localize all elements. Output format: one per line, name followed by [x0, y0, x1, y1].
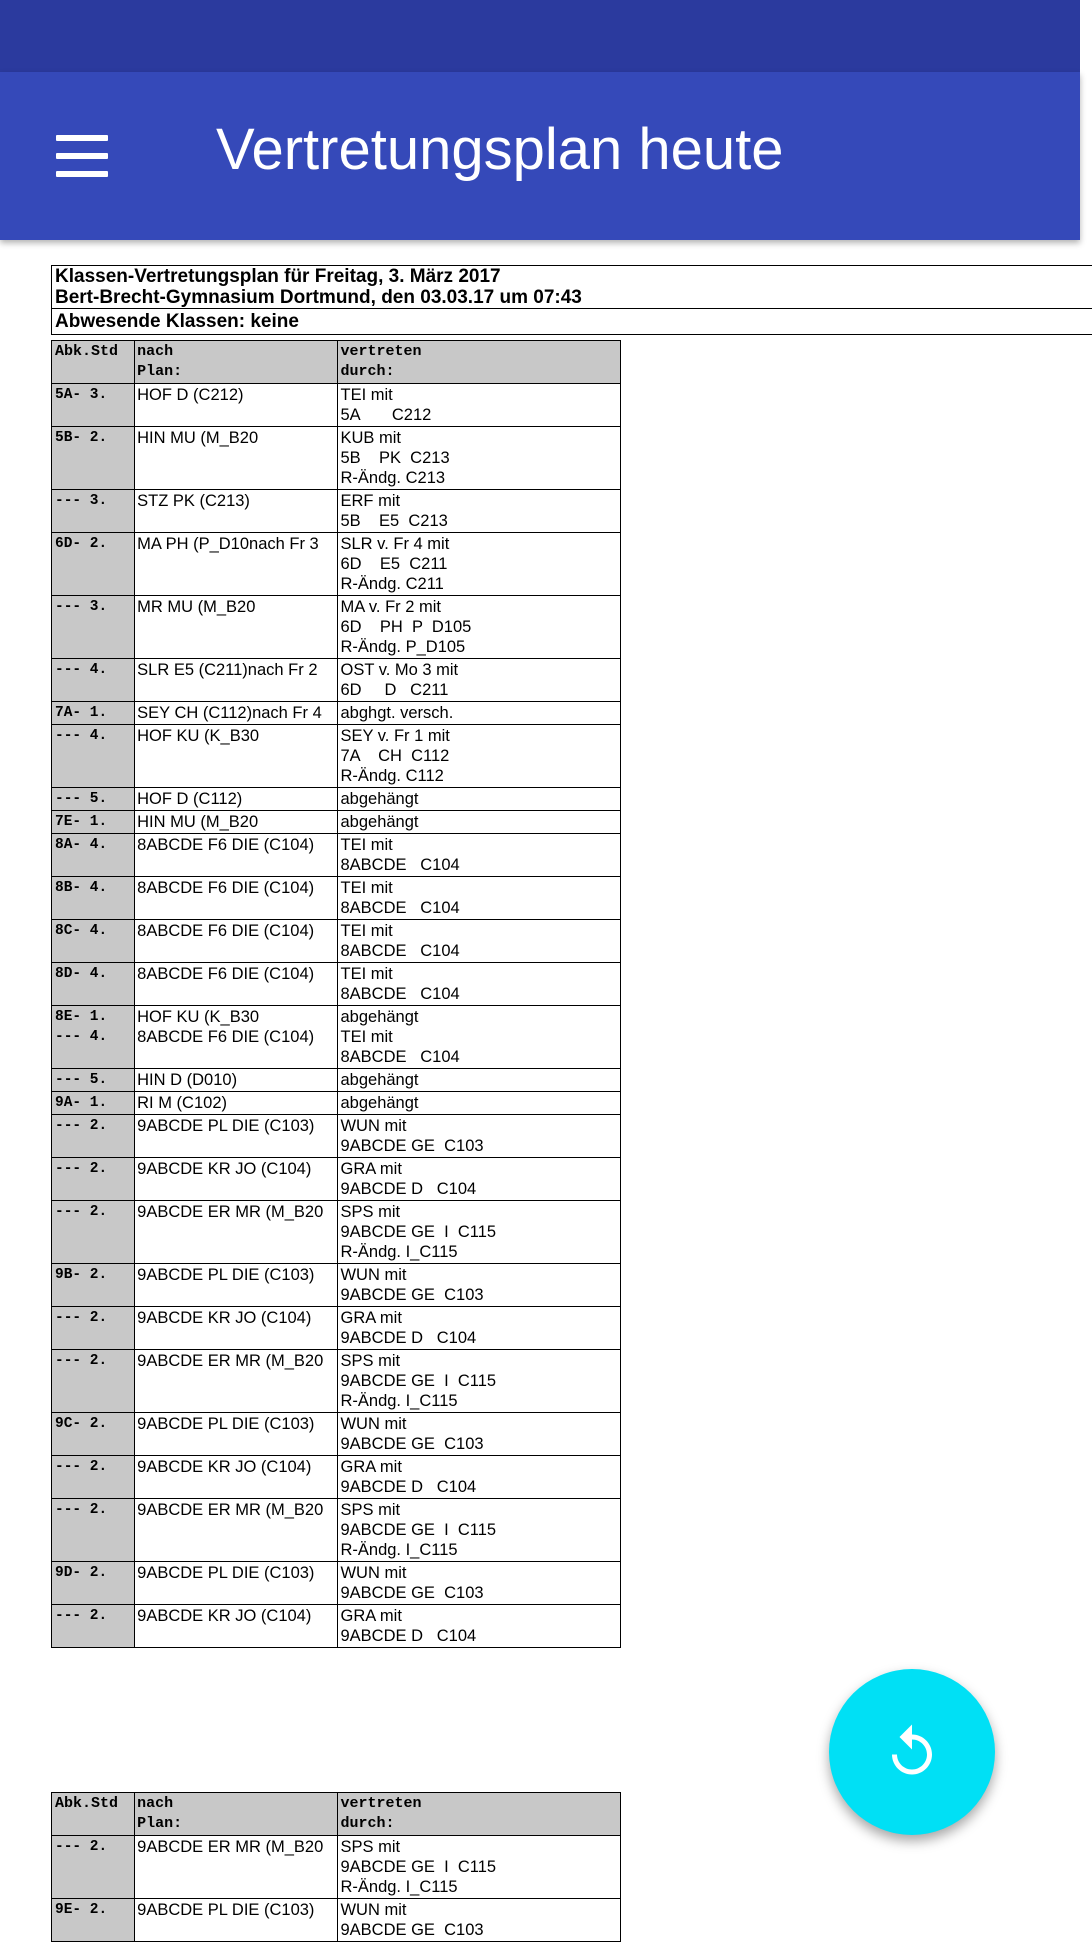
cell-line: 9C- 2. — [55, 1416, 108, 1432]
table-row — [52, 1307, 621, 1350]
cell-line: HIN D (D010) — [137, 1071, 238, 1089]
cell-class-hour — [52, 1201, 135, 1264]
cell-plan — [135, 1158, 338, 1201]
table-row — [52, 1092, 621, 1115]
table-row — [52, 1562, 621, 1605]
cell-substitution — [338, 1836, 621, 1899]
cell-class-hour — [52, 920, 135, 963]
cell-class-hour — [52, 1413, 135, 1456]
cell-line: TEI mit — [340, 836, 393, 854]
cell-line: R-Ändg. P_D105 — [340, 638, 466, 656]
cell-class-hour — [52, 811, 135, 834]
cell-class-hour — [52, 533, 135, 596]
table-row — [52, 384, 621, 427]
cell-line: --- 3. — [55, 599, 108, 615]
cell-line: durch: — [340, 1815, 395, 1832]
cell-class-hour — [52, 1158, 135, 1201]
cell-line: TEI mit — [340, 879, 393, 897]
cell-class-hour — [52, 1006, 135, 1069]
table-row — [52, 834, 621, 877]
cell-substitution — [338, 1899, 621, 1942]
cell-line: 9ABCDE D C104 — [340, 1627, 477, 1645]
cell-line: 9ABCDE PL DIE (C103) — [137, 1266, 315, 1284]
cell-plan — [135, 341, 338, 384]
cell-substitution — [338, 963, 621, 1006]
cell-line: GRA mit — [340, 1160, 402, 1178]
cell-class-hour — [52, 1456, 135, 1499]
cell-class-hour — [52, 1562, 135, 1605]
cell-line: 9ABCDE KR JO (C104) — [137, 1309, 312, 1327]
cell-line: 6D- 2. — [55, 536, 108, 552]
cell-substitution — [338, 877, 621, 920]
cell-line: 8ABCDE C104 — [340, 1048, 460, 1066]
cell-line: 9ABCDE PL DIE (C103) — [137, 1901, 315, 1919]
menu-line — [56, 135, 108, 141]
cell-class-hour — [52, 1499, 135, 1562]
table-row — [52, 920, 621, 963]
cell-line: vertreten — [340, 343, 422, 360]
cell-plan — [135, 1793, 338, 1836]
absent-classes: Abwesende Klassen: keine — [52, 308, 1092, 334]
cell-line: 9ABCDE GE I C115 — [340, 1372, 497, 1390]
cell-substitution — [338, 834, 621, 877]
cell-line: 9B- 2. — [55, 1267, 108, 1283]
cell-plan — [135, 1413, 338, 1456]
cell-plan — [135, 384, 338, 427]
cell-line: 9ABCDE GE I C115 — [340, 1521, 497, 1539]
cell-line: 8ABCDE F6 DIE (C104) — [137, 965, 315, 983]
cell-line: 9ABCDE ER MR (M_B20 — [137, 1501, 324, 1519]
cell-line: --- 2. — [55, 1502, 108, 1518]
cell-line: 9ABCDE GE I C115 — [340, 1223, 497, 1241]
cell-line: 5B- 2. — [55, 430, 108, 446]
cell-substitution — [338, 1115, 621, 1158]
cell-plan — [135, 1836, 338, 1899]
cell-class-hour — [52, 1899, 135, 1942]
table-row — [52, 1115, 621, 1158]
substitution-table-continued — [51, 1792, 621, 1942]
cell-substitution — [338, 1158, 621, 1201]
cell-class-hour — [52, 877, 135, 920]
cell-line: KUB mit — [340, 429, 401, 447]
table-row — [52, 1069, 621, 1092]
cell-line: --- 4. — [55, 1029, 108, 1045]
cell-line: HOF D (C112) — [137, 790, 243, 808]
cell-plan — [135, 1092, 338, 1115]
cell-plan — [135, 834, 338, 877]
cell-line: 8ABCDE C104 — [340, 899, 460, 917]
cell-substitution — [338, 1092, 621, 1115]
table-row — [52, 1006, 621, 1069]
table-row — [52, 963, 621, 1006]
table-row — [52, 596, 621, 659]
cell-line: TEI mit — [340, 922, 393, 940]
cell-line: WUN mit — [340, 1901, 407, 1919]
hamburger-menu-icon[interactable] — [52, 127, 112, 187]
cell-plan — [135, 659, 338, 702]
cell-line: durch: — [340, 363, 395, 380]
cell-line: TEI mit — [340, 1028, 393, 1046]
cell-class-hour — [52, 1264, 135, 1307]
cell-class-hour — [52, 341, 135, 384]
table-row — [52, 877, 621, 920]
cell-line: GRA mit — [340, 1458, 402, 1476]
cell-line: 9ABCDE ER MR (M_B20 — [137, 1352, 324, 1370]
cell-line: SLR E5 (C211)nach Fr 2 — [137, 661, 318, 679]
menu-line — [56, 153, 108, 159]
cell-substitution — [338, 384, 621, 427]
cell-plan — [135, 427, 338, 490]
cell-class-hour — [52, 490, 135, 533]
cell-line: 9ABCDE KR JO (C104) — [137, 1458, 312, 1476]
table-row — [52, 788, 621, 811]
cell-line: SEY CH (C112)nach Fr 4 — [137, 704, 322, 722]
cell-substitution — [338, 1456, 621, 1499]
cell-line: R-Ändg. I_C115 — [340, 1878, 458, 1896]
refresh-icon — [882, 1722, 942, 1782]
cell-plan — [135, 1069, 338, 1092]
cell-line: nach — [137, 1795, 174, 1812]
cell-line: OST v. Mo 3 mit — [340, 661, 459, 679]
cell-line: 7A CH C112 — [340, 747, 450, 765]
cell-substitution — [338, 1605, 621, 1648]
table-row — [52, 1605, 621, 1648]
cell-line: 9ABCDE D C104 — [340, 1329, 477, 1347]
cell-plan — [135, 1499, 338, 1562]
cell-line: HOF KU (K_B30 — [137, 1008, 260, 1026]
cell-line: 9ABCDE KR JO (C104) — [137, 1607, 312, 1625]
cell-substitution — [338, 788, 621, 811]
cell-line: MA v. Fr 2 mit — [340, 598, 442, 616]
cell-line: nach — [137, 343, 174, 360]
cell-plan — [135, 1201, 338, 1264]
cell-substitution — [338, 1307, 621, 1350]
cell-line: abghgt. versch. — [340, 704, 454, 722]
cell-plan — [135, 702, 338, 725]
cell-substitution — [338, 702, 621, 725]
cell-line: 9ABCDE PL DIE (C103) — [137, 1117, 315, 1135]
cell-line: 9ABCDE GE I C115 — [340, 1858, 497, 1876]
cell-line: R-Ändg. C211 — [340, 575, 444, 593]
cell-line: 8ABCDE C104 — [340, 856, 460, 874]
cell-class-hour — [52, 1836, 135, 1899]
cell-class-hour — [52, 702, 135, 725]
cell-substitution — [338, 341, 621, 384]
table-row — [52, 702, 621, 725]
cell-line: SLR v. Fr 4 mit — [340, 535, 450, 553]
plan-document[interactable] — [0, 240, 1080, 1939]
cell-line: --- 5. — [55, 791, 108, 807]
cell-line: 5A C212 — [340, 406, 432, 424]
cell-substitution — [338, 533, 621, 596]
cell-line: 9ABCDE GE C103 — [340, 1584, 484, 1602]
cell-line: 9ABCDE GE C103 — [340, 1921, 484, 1939]
cell-class-hour — [52, 834, 135, 877]
cell-plan — [135, 533, 338, 596]
app-bar — [0, 72, 1080, 240]
cell-line: HIN MU (M_B20 — [137, 429, 259, 447]
cell-substitution — [338, 1562, 621, 1605]
cell-class-hour — [52, 1115, 135, 1158]
cell-line: R-Ändg. I_C115 — [340, 1392, 458, 1410]
cell-line: 6D D C211 — [340, 681, 449, 699]
table-row — [52, 1264, 621, 1307]
cell-plan — [135, 1899, 338, 1942]
cell-line: 8B- 4. — [55, 880, 108, 896]
cell-line: STZ PK (C213) — [137, 492, 250, 510]
cell-plan — [135, 1605, 338, 1648]
cell-line: --- 4. — [55, 728, 108, 744]
cell-class-hour — [52, 1605, 135, 1648]
cell-line: --- 2. — [55, 1839, 108, 1855]
cell-line: RI M (C102) — [137, 1094, 227, 1112]
cell-line: TEI mit — [340, 386, 393, 404]
page-title: Vertretungsplan heute — [216, 117, 784, 182]
cell-plan — [135, 963, 338, 1006]
cell-plan — [135, 596, 338, 659]
cell-line: 8ABCDE F6 DIE (C104) — [137, 836, 315, 854]
cell-line: 8ABCDE F6 DIE (C104) — [137, 879, 315, 897]
cell-line: Plan: — [137, 363, 183, 380]
cell-line: 9ABCDE D C104 — [340, 1478, 477, 1496]
cell-line: 9A- 1. — [55, 1095, 108, 1111]
cell-line: WUN mit — [340, 1117, 407, 1135]
cell-line: 8ABCDE C104 — [340, 942, 460, 960]
cell-line: Abk.Std — [55, 1795, 119, 1812]
cell-class-hour — [52, 1793, 135, 1836]
cell-line: Plan: — [137, 1815, 183, 1832]
table-row — [52, 659, 621, 702]
cell-line: R-Ändg. I_C115 — [340, 1243, 458, 1261]
cell-class-hour — [52, 1069, 135, 1092]
table-row — [52, 1201, 621, 1264]
cell-substitution — [338, 1201, 621, 1264]
cell-line: GRA mit — [340, 1607, 402, 1625]
cell-line: WUN mit — [340, 1266, 407, 1284]
table-header-row — [52, 341, 621, 384]
cell-class-hour — [52, 596, 135, 659]
cell-plan — [135, 1456, 338, 1499]
table-header-row — [52, 1793, 621, 1836]
table-row — [52, 1350, 621, 1413]
cell-plan — [135, 1307, 338, 1350]
cell-line: 8ABCDE F6 DIE (C104) — [137, 1028, 315, 1046]
cell-line: 8D- 4. — [55, 966, 108, 982]
cell-line: 9ABCDE GE C103 — [340, 1435, 484, 1453]
cell-class-hour — [52, 384, 135, 427]
cell-class-hour — [52, 1307, 135, 1350]
cell-line: vertreten — [340, 1795, 422, 1812]
cell-line: --- 2. — [55, 1353, 108, 1369]
cell-class-hour — [52, 659, 135, 702]
table-row — [52, 1456, 621, 1499]
cell-line: 9ABCDE GE C103 — [340, 1137, 484, 1155]
cell-line: TEI mit — [340, 965, 393, 983]
cell-line: 8A- 4. — [55, 837, 108, 853]
table-row — [52, 1836, 621, 1899]
cell-line: --- 2. — [55, 1118, 108, 1134]
cell-substitution — [338, 725, 621, 788]
cell-substitution — [338, 1006, 621, 1069]
substitution-table — [51, 340, 621, 1648]
table-row — [52, 533, 621, 596]
cell-line: 8ABCDE C104 — [340, 985, 460, 1003]
table-row — [52, 725, 621, 788]
cell-line: 9ABCDE KR JO (C104) — [137, 1160, 312, 1178]
cell-class-hour — [52, 1092, 135, 1115]
cell-plan — [135, 788, 338, 811]
plan-school-date: Bert-Brecht-Gymnasium Dortmund, den 03.03.17 um 07:43 — [55, 287, 582, 308]
cell-substitution — [338, 1413, 621, 1456]
cell-line: GRA mit — [340, 1309, 402, 1327]
plan-header — [51, 265, 1092, 335]
cell-line: SPS mit — [340, 1838, 401, 1856]
cell-line: --- 4. — [55, 662, 108, 678]
cell-line: abgehängt — [340, 813, 419, 831]
cell-line: SPS mit — [340, 1352, 401, 1370]
cell-line: 9ABCDE PL DIE (C103) — [137, 1564, 315, 1582]
cell-line: 7A- 1. — [55, 705, 108, 721]
cell-plan — [135, 490, 338, 533]
cell-line: --- 3. — [55, 493, 108, 509]
cell-line: --- 2. — [55, 1608, 108, 1624]
cell-substitution — [338, 490, 621, 533]
cell-line: SPS mit — [340, 1203, 401, 1221]
cell-class-hour — [52, 963, 135, 1006]
cell-line: abgehängt — [340, 1094, 419, 1112]
cell-line: 9ABCDE PL DIE (C103) — [137, 1415, 315, 1433]
cell-line: MR MU (M_B20 — [137, 598, 256, 616]
table-row — [52, 490, 621, 533]
cell-class-hour — [52, 788, 135, 811]
cell-line: 5B PK C213 — [340, 449, 450, 467]
cell-line: HOF D (C212) — [137, 386, 244, 404]
cell-plan — [135, 1264, 338, 1307]
cell-plan — [135, 811, 338, 834]
cell-line: 6D PH P D105 — [340, 618, 472, 636]
status-bar — [0, 0, 1080, 72]
cell-line: WUN mit — [340, 1415, 407, 1433]
cell-line: 6D E5 C211 — [340, 555, 448, 573]
cell-class-hour — [52, 427, 135, 490]
cell-line: 9ABCDE ER MR (M_B20 — [137, 1838, 324, 1856]
cell-plan — [135, 877, 338, 920]
cell-class-hour — [52, 725, 135, 788]
cell-line: abgehängt — [340, 1071, 419, 1089]
cell-line: 8E- 1. — [55, 1009, 108, 1025]
cell-class-hour — [52, 1350, 135, 1413]
cell-line: R-Ändg. C112 — [340, 767, 444, 785]
cell-substitution — [338, 659, 621, 702]
cell-plan — [135, 1115, 338, 1158]
cell-line: 9ABCDE GE C103 — [340, 1286, 484, 1304]
cell-substitution — [338, 811, 621, 834]
cell-plan — [135, 725, 338, 788]
cell-line: 8ABCDE F6 DIE (C104) — [137, 922, 315, 940]
cell-plan — [135, 1562, 338, 1605]
cell-substitution — [338, 1793, 621, 1836]
cell-line: R-Ändg. C213 — [340, 469, 446, 487]
cell-line: SPS mit — [340, 1501, 401, 1519]
cell-plan — [135, 1350, 338, 1413]
cell-line: WUN mit — [340, 1564, 407, 1582]
cell-line: --- 2. — [55, 1161, 108, 1177]
cell-line: 9ABCDE D C104 — [340, 1180, 477, 1198]
cell-substitution — [338, 427, 621, 490]
table-row — [52, 1413, 621, 1456]
cell-line: 5A- 3. — [55, 387, 108, 403]
cell-line: 9E- 2. — [55, 1902, 108, 1918]
cell-substitution — [338, 1350, 621, 1413]
plan-title: Klassen-Vertretungsplan für Freitag, 3. März 2017 — [55, 266, 501, 287]
cell-substitution — [338, 1264, 621, 1307]
cell-line: 7E- 1. — [55, 814, 108, 830]
cell-substitution — [338, 920, 621, 963]
cell-substitution — [338, 1499, 621, 1562]
cell-substitution — [338, 1069, 621, 1092]
cell-line: MA PH (P_D10nach Fr 3 — [137, 535, 319, 553]
cell-line: --- 2. — [55, 1459, 108, 1475]
cell-line: 9ABCDE ER MR (M_B20 — [137, 1203, 324, 1221]
cell-line: ERF mit — [340, 492, 401, 510]
cell-plan — [135, 1006, 338, 1069]
cell-line: --- 2. — [55, 1204, 108, 1220]
table-row — [52, 1899, 621, 1942]
table-row — [52, 811, 621, 834]
cell-line: HIN MU (M_B20 — [137, 813, 259, 831]
cell-line: 9D- 2. — [55, 1565, 108, 1581]
table-row — [52, 427, 621, 490]
table-row — [52, 1499, 621, 1562]
cell-substitution — [338, 596, 621, 659]
cell-line: Abk.Std — [55, 343, 119, 360]
table-row — [52, 1158, 621, 1201]
cell-line: --- 2. — [55, 1310, 108, 1326]
cell-line: --- 5. — [55, 1072, 108, 1088]
cell-line: HOF KU (K_B30 — [137, 727, 260, 745]
cell-line: 5B E5 C213 — [340, 512, 448, 530]
cell-line: 8C- 4. — [55, 923, 108, 939]
menu-line — [56, 171, 108, 177]
cell-line: abgehängt — [340, 1008, 419, 1026]
refresh-button[interactable] — [829, 1669, 995, 1835]
cell-line: SEY v. Fr 1 mit — [340, 727, 450, 745]
cell-line: abgehängt — [340, 790, 419, 808]
cell-plan — [135, 920, 338, 963]
cell-line: R-Ändg. I_C115 — [340, 1541, 458, 1559]
